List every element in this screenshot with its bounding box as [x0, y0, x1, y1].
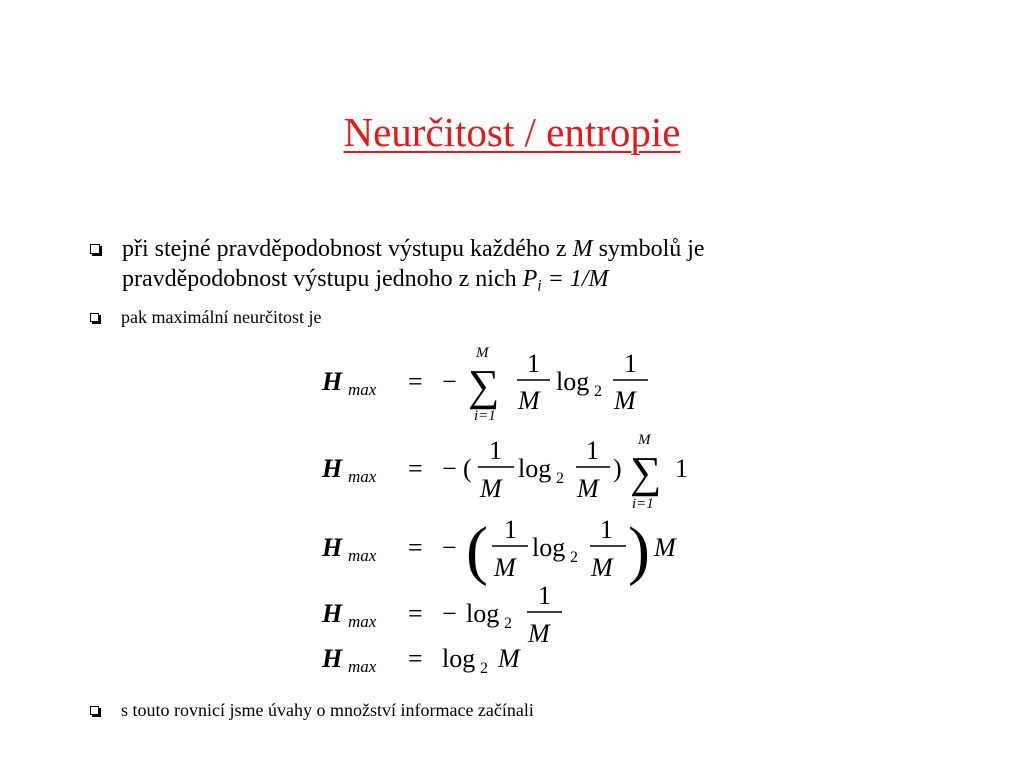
svg-text:(: (	[466, 514, 488, 587]
svg-text:1: 1	[586, 436, 599, 465]
svg-text:∑: ∑	[468, 361, 500, 410]
svg-text:1: 1	[527, 349, 540, 378]
formula-row-2	[321, 432, 688, 512]
svg-text:H: H	[322, 599, 343, 628]
svg-text:log: log	[466, 599, 500, 628]
svg-text:log: log	[532, 533, 566, 562]
formula-row-4	[321, 581, 562, 648]
svg-text:(: (	[463, 454, 472, 483]
svg-text:2: 2	[556, 470, 564, 487]
svg-text:M: M	[518, 386, 540, 415]
svg-text:2: 2	[504, 615, 512, 632]
svg-text:1: 1	[600, 515, 613, 544]
bullet-information-amount	[90, 699, 841, 721]
svg-text:): )	[613, 454, 622, 483]
formula-row-5	[321, 644, 521, 677]
svg-text:M: M	[654, 533, 676, 562]
svg-text:=: =	[408, 644, 423, 673]
svg-text:M: M	[638, 432, 651, 448]
svg-text:M: M	[577, 474, 599, 503]
svg-text:−: −	[442, 533, 457, 562]
bullet-text: s touto rovnicí jsme úvahy o množství informace začínali	[121, 700, 534, 720]
svg-text:M: M	[494, 553, 516, 582]
svg-text:i=1: i=1	[632, 496, 654, 512]
svg-text:M: M	[614, 386, 636, 415]
svg-text:1: 1	[675, 454, 688, 483]
checkbox-bullet-icon	[90, 313, 99, 322]
svg-text:1: 1	[489, 436, 502, 465]
svg-text:=: =	[408, 599, 423, 628]
bullet-max-uncertainty	[90, 306, 841, 328]
formula-row-1	[321, 345, 648, 424]
svg-text:): )	[628, 514, 650, 587]
svg-text:M: M	[498, 644, 520, 673]
bullet-text: pak maximální neurčitost je	[121, 307, 322, 327]
checkbox-bullet-icon	[90, 244, 100, 254]
svg-text:2: 2	[594, 383, 602, 400]
svg-text:max: max	[348, 612, 377, 631]
svg-text:∑: ∑	[630, 448, 662, 497]
svg-text:M: M	[476, 345, 489, 361]
svg-text:max: max	[348, 380, 377, 399]
svg-text:log: log	[518, 454, 552, 483]
svg-text:M: M	[480, 474, 502, 503]
svg-text:=: =	[408, 454, 423, 483]
svg-text:i=1: i=1	[474, 408, 496, 424]
svg-text:H: H	[322, 454, 343, 483]
svg-text:M: M	[591, 553, 613, 582]
svg-text:−: −	[442, 454, 457, 483]
svg-text:=: =	[408, 533, 423, 562]
svg-text:max: max	[348, 657, 377, 676]
svg-text:max: max	[348, 467, 377, 486]
svg-text:1: 1	[624, 349, 637, 378]
svg-text:H: H	[322, 533, 343, 562]
checkbox-bullet-icon	[90, 706, 99, 715]
slide-title: Neurčitost / entropie	[343, 109, 681, 155]
svg-text:H: H	[322, 644, 343, 673]
svg-text:H: H	[322, 367, 343, 396]
svg-text:−: −	[442, 367, 457, 396]
svg-text:1: 1	[504, 515, 517, 544]
svg-text:log: log	[442, 644, 476, 673]
svg-text:1: 1	[538, 581, 551, 610]
svg-text:2: 2	[570, 549, 578, 566]
svg-text:=: =	[408, 367, 423, 396]
svg-text:−: −	[442, 599, 457, 628]
svg-text:max: max	[348, 546, 377, 565]
svg-text:M: M	[528, 619, 550, 648]
formula-row-3	[321, 514, 677, 587]
bullet-equal-probability	[90, 234, 842, 302]
bullet-text: při stejné pravděpodobnost výstupu každého z M symbolů je pravděpodobnost výstupu jednoho z nich $P_i = 1/M$	[122, 236, 705, 295]
svg-text:log: log	[556, 367, 590, 396]
svg-text:2: 2	[480, 660, 488, 677]
